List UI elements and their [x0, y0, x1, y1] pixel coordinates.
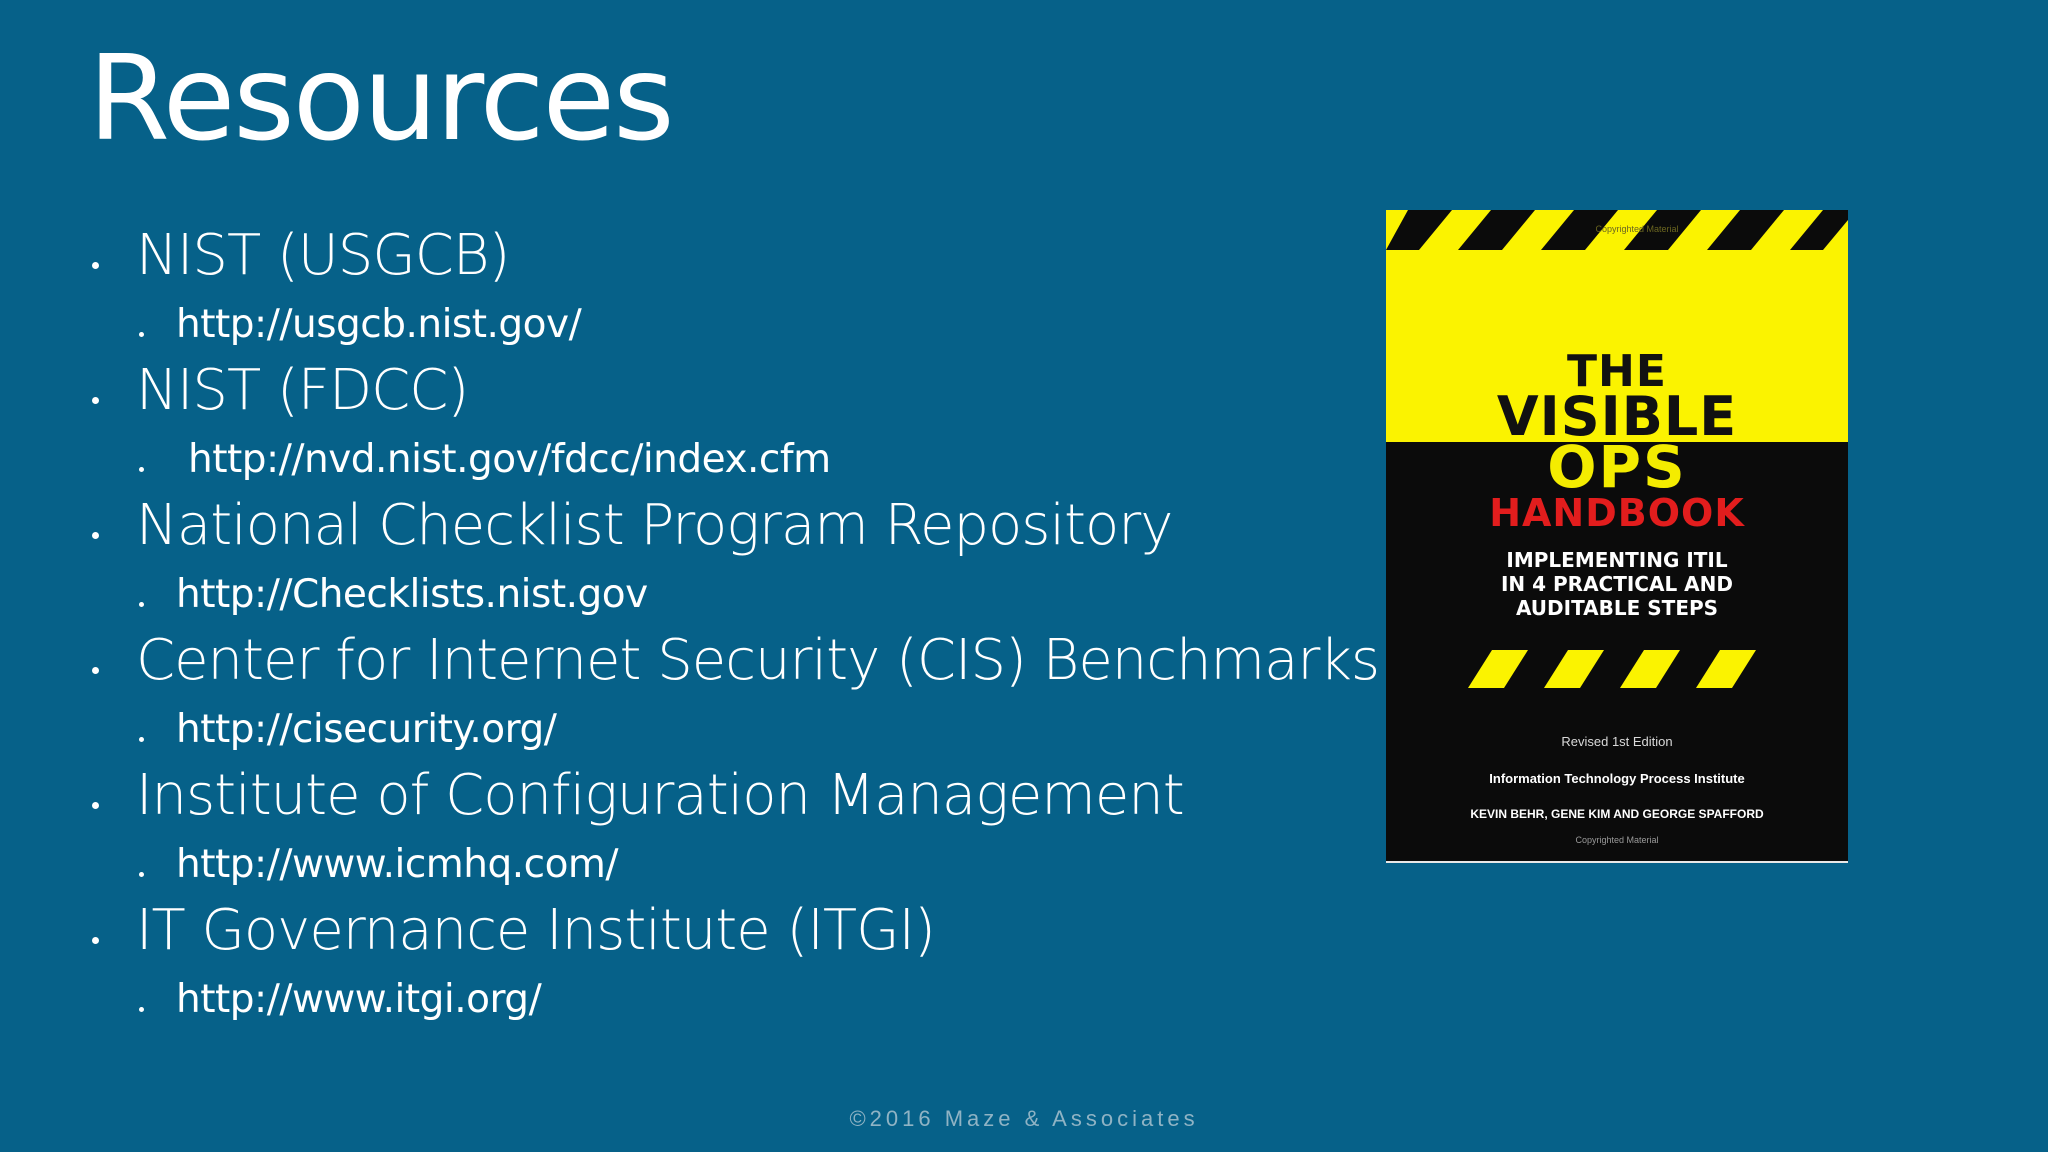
bullet-icon — [92, 802, 99, 809]
slide-title: Resources — [88, 29, 673, 167]
book-publisher: Information Technology Process Institute — [1489, 771, 1745, 786]
resource-list — [88, 222, 1380, 1032]
sub-bullet-icon — [139, 467, 144, 472]
book-title-ops: OPS — [1547, 433, 1687, 501]
book-subtitle-line: IMPLEMENTING ITIL — [1506, 548, 1728, 572]
resource-link[interactable]: http://Checklists.nist.gov — [176, 572, 648, 617]
bullet-icon — [92, 667, 99, 674]
bullet-icon — [92, 397, 99, 404]
list-item — [88, 627, 1380, 762]
resource-name: National Checklist Program Repository — [136, 493, 1173, 558]
resource-name: NIST (USGCB) — [136, 223, 510, 288]
book-copyright-top: Copyrighted Material — [1595, 224, 1679, 234]
book-copyright-bottom: Copyrighted Material — [1575, 835, 1659, 845]
book-subtitle-line: AUDITABLE STEPS — [1515, 596, 1719, 620]
resource-name: IT Governance Institute (ITGI) — [136, 898, 935, 963]
list-item — [88, 222, 1288, 357]
list-item — [88, 357, 1288, 492]
sub-bullet-icon — [139, 872, 144, 877]
list-item — [88, 897, 1288, 1032]
sub-bullet-icon — [139, 1007, 144, 1012]
book-subtitle-line: IN 4 PRACTICAL AND — [1500, 572, 1733, 596]
resource-link[interactable]: http://www.icmhq.com/ — [176, 842, 619, 887]
resource-link[interactable]: http://www.itgi.org/ — [176, 977, 542, 1022]
book-title — [1386, 346, 1848, 535]
resource-name: NIST (FDCC) — [136, 358, 469, 423]
hazard-stripes-icon — [1386, 210, 1848, 861]
resource-name: Institute of Configuration Management — [136, 763, 1184, 828]
list-item — [88, 762, 1288, 897]
book-authors: KEVIN BEHR, GENE KIM AND GEORGE SPAFFORD — [1470, 807, 1764, 821]
sub-bullet-icon — [139, 602, 144, 607]
bullet-icon — [92, 262, 99, 269]
list-item — [88, 492, 1288, 627]
book-cover-image — [1386, 210, 1848, 863]
sub-bullet-icon — [139, 332, 144, 337]
book-title-handbook: HANDBOOK — [1489, 491, 1745, 535]
resource-link[interactable]: http://nvd.nist.gov/fdcc/index.cfm — [188, 437, 831, 482]
book-title-visible: VISIBLE — [1496, 385, 1738, 448]
book-edition: Revised 1st Edition — [1561, 734, 1673, 749]
resource-link[interactable]: http://usgcb.nist.gov/ — [176, 302, 582, 347]
bullet-icon — [92, 532, 99, 539]
sub-bullet-icon — [139, 737, 144, 742]
book-title-the: THE — [1567, 346, 1667, 397]
resource-name: Center for Internet Security (CIS) Benchmarks — [136, 628, 1380, 693]
slide-footer: ©2016 Maze & Associates — [849, 1106, 1199, 1131]
book-subtitle — [1386, 548, 1848, 620]
resource-link[interactable]: http://cisecurity.org/ — [176, 707, 557, 752]
bullet-icon — [92, 937, 99, 944]
